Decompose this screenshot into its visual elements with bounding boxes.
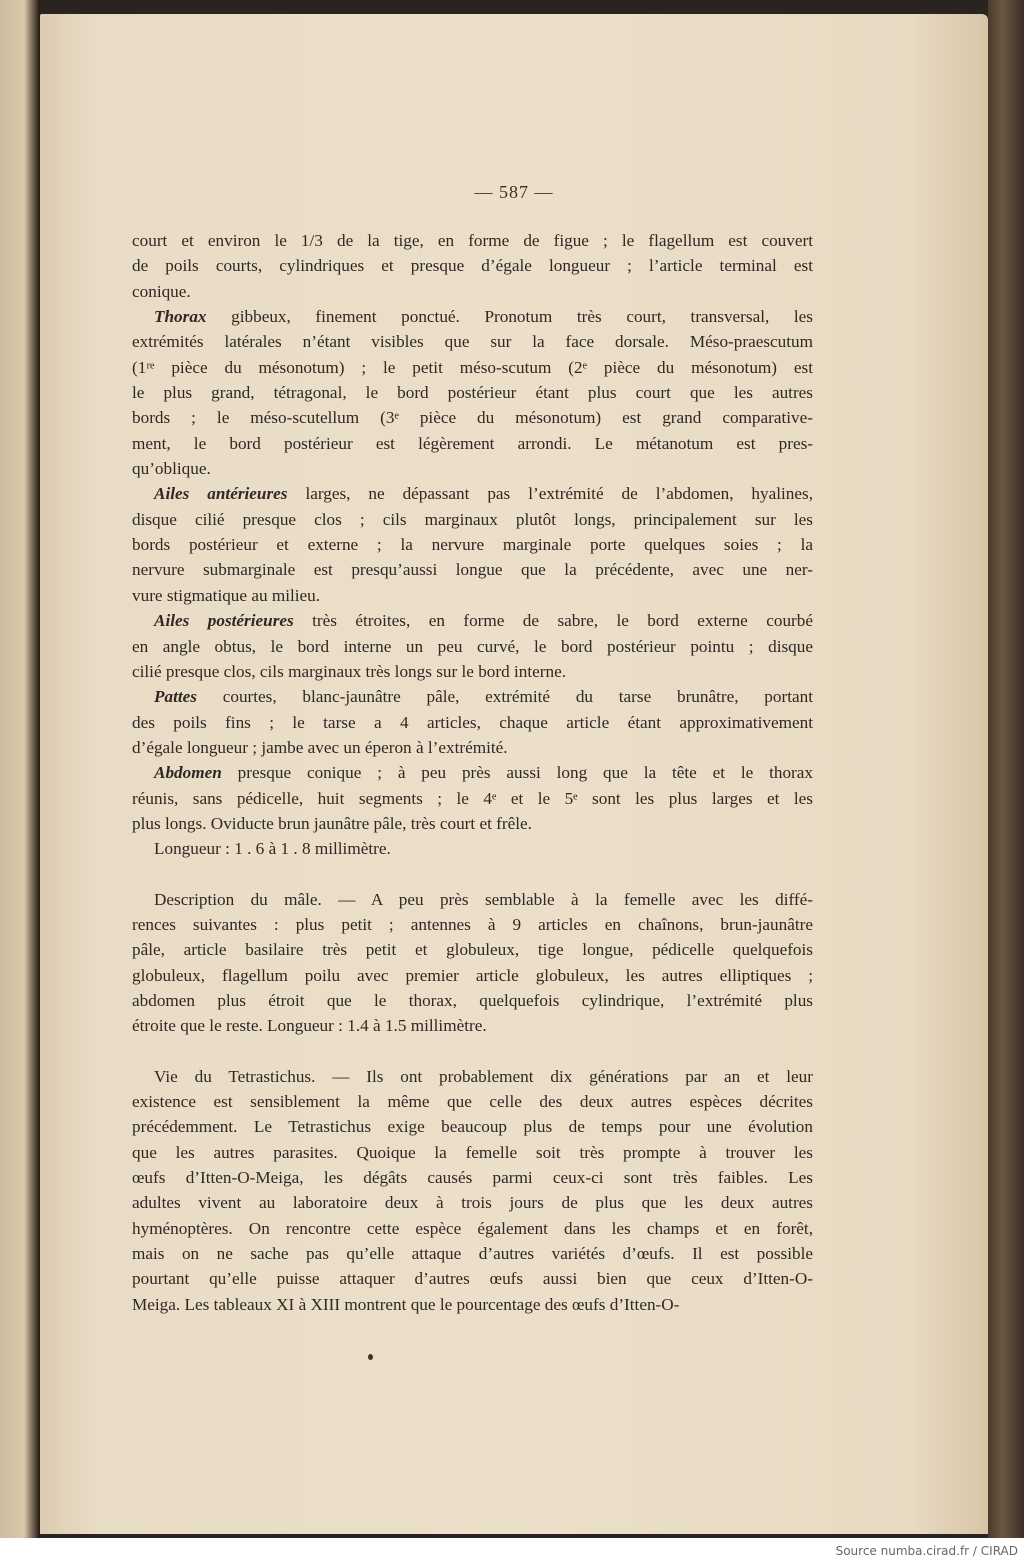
text-line [132, 963, 813, 988]
text-line [132, 634, 813, 659]
text-line [132, 988, 813, 1013]
text-line [132, 355, 813, 380]
body-text [132, 228, 813, 1317]
text-line [132, 1140, 813, 1165]
line-text: d’égale longueur ; jambe avec un éperon à l’extrémité. [132, 737, 508, 757]
line-text: existence est sensiblement la même que celle des deux autres espèces décrites [132, 1092, 813, 1111]
italic-lead: Thorax [154, 307, 207, 327]
text-line [132, 304, 813, 329]
line-text: presque conique ; à peu près aussi long que la tête et le thorax [221, 763, 813, 783]
text-line [132, 887, 813, 912]
line-text: de poils courts, cylindriques et presque d’égale longueur ; l’article terminal est [132, 256, 813, 276]
text-line [132, 405, 813, 430]
line-text: rences suivantes : plus petit ; antennes à 9 articles en chaînons, brun-jaunâtre [132, 914, 813, 934]
text-line [132, 1089, 813, 1114]
line-text: Vie du Tetrastichus. — Ils ont probablement dix générations par an et leur [154, 1066, 813, 1086]
paragraph [132, 228, 813, 304]
paragraph [132, 304, 813, 481]
text-line [132, 710, 813, 735]
text-line [132, 583, 813, 608]
line-text: conique. [132, 281, 191, 301]
text-line [132, 760, 813, 785]
line-text: extrémités latérales n’étant visibles que sur la face dorsale. Méso-praescutum [132, 332, 813, 352]
text-line [132, 1190, 813, 1215]
text-line [132, 659, 813, 684]
line-text: bords postérieur et externe ; la nervure marginale porte quelques soies ; la [132, 535, 813, 555]
line-text: précédemment. Le Tetrastichus exige beaucoup plus de temps pour une évolution [132, 1117, 813, 1137]
text-line [132, 735, 813, 760]
line-text: des poils fins ; le tarse a 4 articles, chaque article étant approximativement [132, 712, 813, 732]
italic-lead: Ailes antérieures [154, 484, 288, 504]
line-text: larges, ne dépassant pas l’extrémité de l’abdomen, hyalines, [287, 484, 814, 504]
line-text: vure stigmatique au milieu. [132, 585, 321, 605]
line-text: Description du mâle. — A peu près semblable à la femelle avec les diffé- [154, 889, 813, 909]
line-text: hyménoptères. On rencontre cette espèce également dans les champs et en forêt, [132, 1218, 813, 1238]
paragraph [132, 608, 813, 684]
line-text: cilié presque clos, cils marginaux très longs sur le bord interne. [132, 661, 567, 681]
line-text: abdomen plus étroit que le thorax, quelquefois cylindrique, l’extrémité plus [132, 990, 813, 1010]
text-line [132, 1292, 813, 1317]
book-page [40, 14, 988, 1534]
italic-lead: Abdomen [154, 763, 222, 783]
line-text: en angle obtus, le bord interne un peu curvé, le bord postérieur pointu ; disque [132, 636, 813, 656]
line-text: que les autres parasites. Quoique la femelle soit très prompte à trouver les [132, 1142, 813, 1162]
text-line [132, 937, 813, 962]
text-line [132, 456, 813, 481]
line-text: Longueur : 1 . 6 à 1 . 8 millimètre. [154, 839, 391, 859]
paragraph [132, 887, 813, 1039]
text-line [132, 481, 813, 506]
line-text: gibbeux, finement ponctué. Pronotum très court, transversal, les [206, 307, 813, 327]
text-line [132, 228, 813, 253]
text-line [132, 836, 813, 861]
text-line [132, 1216, 813, 1241]
italic-lead: Pattes [154, 687, 197, 707]
text-line [132, 507, 813, 532]
line-text: bords ; le méso-scutellum (3ᵉ pièce du mésonotum) est grand comparative- [132, 408, 813, 428]
line-text: pâle, article basilaire très petit et globuleux, tige longue, pédicelle quelquefois [132, 940, 813, 960]
text-line [132, 786, 813, 811]
text-line [132, 329, 813, 354]
line-text: court et environ le 1/3 de la tige, en forme de figue ; le flagellum est couvert [132, 231, 813, 250]
paragraph-gap [132, 1039, 813, 1064]
footer [0, 1538, 1024, 1565]
line-text: œufs d’Itten-O-Meiga, les dégâts causés parmi ceux-ci sont très faibles. Les [132, 1168, 813, 1188]
line-text: globuleux, flagellum poilu avec premier article globuleux, les autres elliptiques ; [132, 965, 813, 985]
text-line [132, 431, 813, 456]
text-line [132, 1013, 813, 1038]
line-text: qu’oblique. [132, 459, 211, 479]
line-text: pourtant qu’elle puisse attaquer d’autres œufs aussi bien que ceux d’Itten-O- [132, 1269, 813, 1289]
text-line [132, 253, 813, 278]
italic-lead: Ailes postérieures [154, 611, 294, 631]
paragraph [132, 836, 813, 861]
paragraph [132, 481, 813, 608]
paragraph [132, 684, 813, 760]
text-line [132, 279, 813, 304]
text-line [132, 1165, 813, 1190]
paragraph [132, 760, 813, 836]
text-line [132, 1266, 813, 1291]
page-number: — 587 — [474, 182, 554, 202]
book-binding [988, 0, 1024, 1538]
line-text: réunis, sans pédicelle, huit segments ; le 4ᵉ et le 5ᵉ sont les plus larges et les [132, 788, 813, 808]
line-text: le plus grand, tétragonal, le bord postérieur étant plus court que les autres [132, 383, 813, 403]
line-text: étroite que le reste. Longueur : 1.4 à 1.5 millimètre. [132, 1016, 487, 1036]
paragraph-gap [132, 862, 813, 887]
line-text: mais on ne sache pas qu’elle attaque d’autres variétés d’œufs. Il est possible [132, 1244, 813, 1264]
line-text: (1ʳᵉ pièce du mésonotum) ; le petit méso-scutum (2ᵉ pièce du mésonotum) est [132, 357, 813, 377]
text-line [132, 608, 813, 633]
line-text: plus longs. Oviducte brun jaunâtre pâle, très court et frêle. [132, 813, 532, 833]
text-line [132, 557, 813, 582]
left-page-edge [0, 0, 40, 1538]
line-text: courtes, blanc-jaunâtre pâle, extrémité du tarse brunâtre, portant [196, 687, 813, 707]
line-text: adultes vivent au laboratoire deux à trois jours de plus que les deux autres [132, 1193, 813, 1213]
paragraph [132, 1064, 813, 1317]
line-text: nervure submarginale est presqu’aussi longue que la précédente, avec une ner- [132, 560, 813, 580]
text-line [132, 1241, 813, 1266]
source-credit: Source numba.cirad.fr / CIRAD [835, 1544, 1018, 1558]
text-line [132, 811, 813, 836]
text-line [132, 1114, 813, 1139]
line-text: très étroites, en forme de sabre, le bord externe courbé [293, 611, 813, 631]
text-line [132, 912, 813, 937]
line-text: ment, le bord postérieur est légèrement arrondi. Le métanotum est pres- [132, 433, 813, 453]
text-line [132, 380, 813, 405]
ink-speck [368, 1354, 373, 1360]
line-text: disque cilié presque clos ; cils marginaux plutôt longs, principalement sur les [132, 509, 813, 529]
text-line [132, 532, 813, 557]
text-line [132, 684, 813, 709]
line-text: Meiga. Les tableaux XI à XIII montrent que le pourcentage des œufs d’Itten-O- [132, 1294, 680, 1314]
text-line [132, 1064, 813, 1089]
